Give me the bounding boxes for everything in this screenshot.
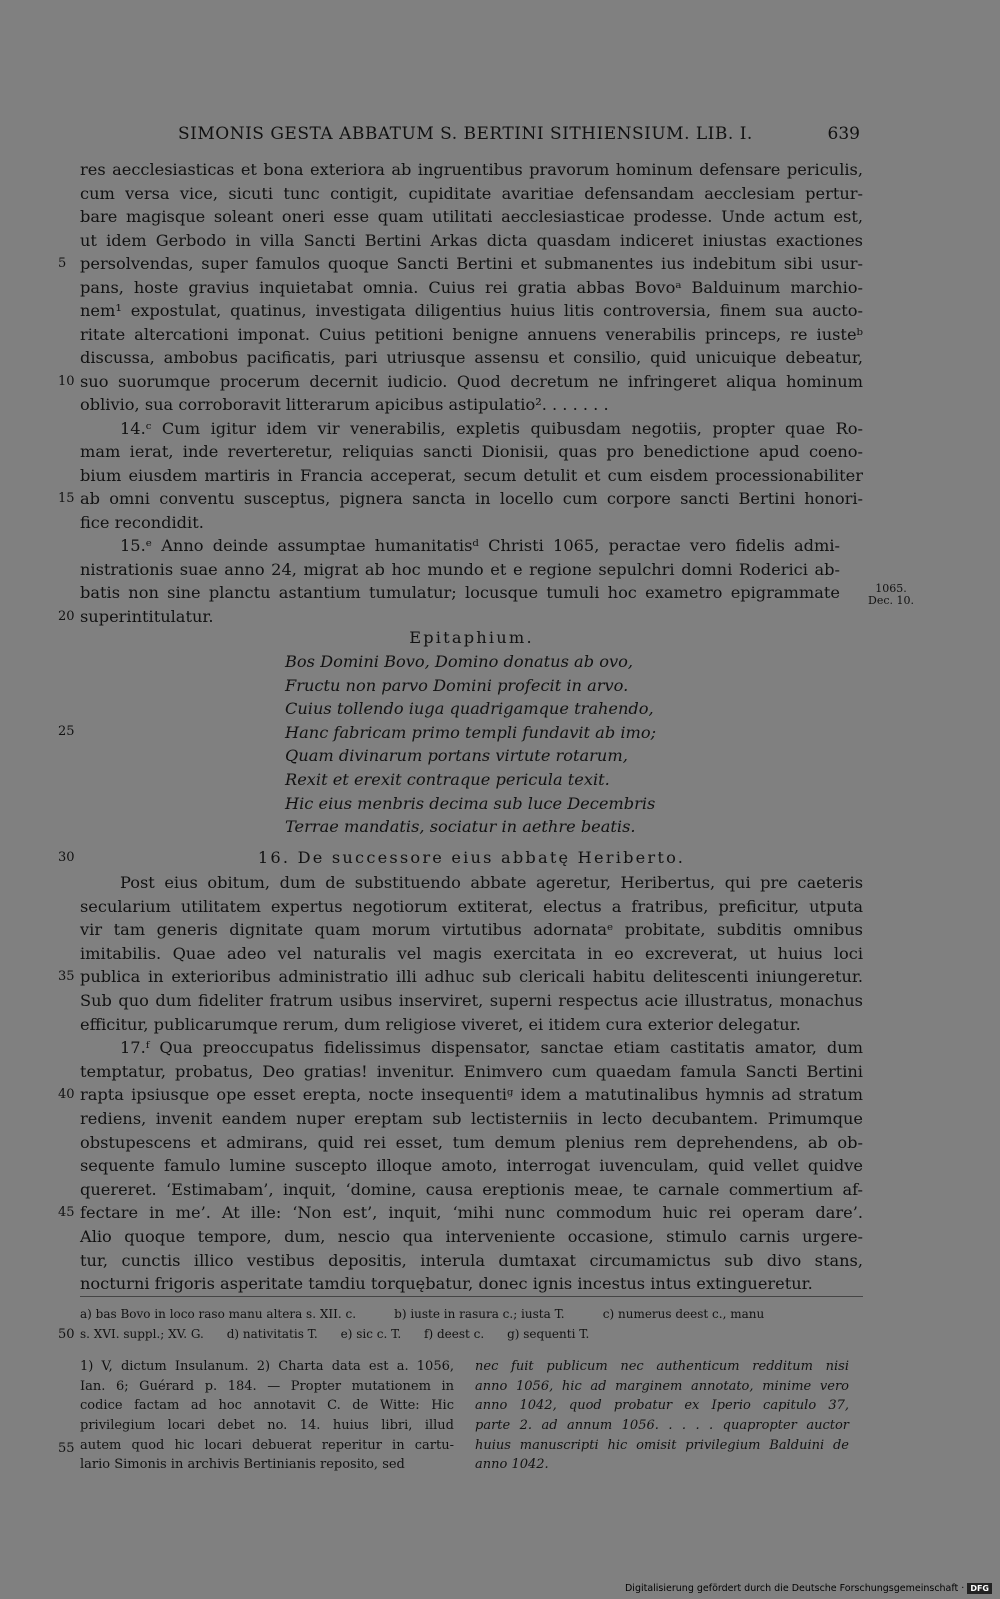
dfg-logo: DFG <box>967 1583 992 1594</box>
footnote-line: nec fuit publicum nec authenticum redditum nisi <box>475 1359 849 1374</box>
text-line: secularium utilitatem expertus negotiorum extiterat, electus a fratribus, preficitur, utputa <box>80 897 863 916</box>
text-line: obstupescens et admirans, quid rei esset, tum demum plenius rem deprehendens, ab ob- <box>80 1133 863 1152</box>
text-line: ut idem Gerbodo in villa Sancti Bertini Arkas dicta quasdam indiceret iniustas exactiones <box>80 231 863 250</box>
line-number: 40 <box>58 1087 75 1102</box>
apparatus-line: a) bas Bovo in loco raso manu altera s. XII. c. b) iuste in rasura c.; iusta T. c) numerus deest c., manu <box>80 1307 765 1321</box>
footnote-line: 1) V, dictum Insulanum. 2) Charta data est a. 1056, <box>80 1359 454 1374</box>
epitaph-heading: Epitaphium. <box>409 628 534 647</box>
text-line: res aecclesiasticas et bona exteriora ab ingruentibus pravorum hominum defensare periculis, <box>80 160 863 179</box>
margin-date: Dec. 10. <box>868 594 914 607</box>
line-number: 25 <box>58 724 75 739</box>
line-number: 55 <box>58 1441 75 1456</box>
margin-year: 1065. <box>875 582 907 595</box>
line-number: 45 <box>58 1205 75 1220</box>
line-number: 5 <box>58 256 67 271</box>
text-line: suo suorumque procerum decernit iudicio. Quod decretum ne infringeret aliqua hominum <box>80 372 863 391</box>
text-line: bium eiusdem martiris in Francia acceperat, secum detulit et cum eisdem processionabiliter <box>80 466 863 485</box>
line-number: 35 <box>58 969 75 984</box>
text-line: superintitulatur. <box>80 607 214 626</box>
margin-date-note <box>862 583 920 607</box>
text-line: pans, hoste gravius inquietabat omnia. Cuius rei gratia abbas Bovoᵃ Balduinum marchio- <box>80 278 863 297</box>
footnote-line: Ian. 6; Guérard p. 184. — Propter mutationem in <box>80 1378 454 1394</box>
text-line: persolvendas, super famulos quoque Sancti Bertini et submanentes ius indebitum sibi usur- <box>80 254 863 273</box>
footer-credit <box>625 1583 992 1594</box>
text-line: temptatur, probatus, Deo gratias! invenitur. Enimvero cum quaedam famula Sancti Bertini <box>80 1062 863 1081</box>
line-number: 50 <box>58 1327 75 1342</box>
text-line: bare magisque soleant oneri esse quam utilitati aecclesiasticae prodesse. Unde actum est, <box>80 207 863 226</box>
footnote-line: anno 1056, hic ad marginem annotato, minime vero <box>475 1378 849 1394</box>
text-line: vir tam generis dignitate quam morum virtutibus adornataᵉ probitate, subditis omnibus <box>80 920 863 939</box>
verse-line: Hic eius menbris decima sub luce Decembris <box>285 794 656 813</box>
line-number: 15 <box>58 491 75 506</box>
verse-line: Quam divinarum portans virtute rotarum, <box>285 746 628 765</box>
text-line: fice recondidit. <box>80 513 204 532</box>
text-line: oblivio, sua corroboravit litterarum apicibus astipulatio². . . . . . . <box>80 395 609 414</box>
line-number: 30 <box>58 850 75 865</box>
text-line: 17.ᶠ Qua preoccupatus fidelissimus dispensator, sanctae etiam castitatis amator, dum <box>120 1038 863 1057</box>
section-heading: 16. De successore eius abbatę Heriberto. <box>257 848 686 867</box>
text-line: ritate altercationi imponat. Cuius petitioni benigne annuens venerabilis princeps, re iusteᵇ <box>80 325 863 344</box>
text-line: quereret. ‘Estimabam’, inquit, ‘domine, causa ereptionis meae, te carnale commertium af- <box>80 1180 863 1199</box>
page-number: 639 <box>827 124 860 144</box>
text-line: cum versa vice, sicuti tunc contigit, cupiditate avaritiae defensandam aecclesiam pertur- <box>80 184 863 203</box>
text-line: 15.ᵉ Anno deinde assumptae humanitatisᵈ Christi 1065, peractae vero fidelis admi- <box>120 536 840 555</box>
text-line: Sub quo dum fideliter fratrum usibus inserviret, superni respectus acie illustratus, monachus <box>80 991 863 1010</box>
running-header <box>80 124 860 150</box>
text-line: mam ierat, inde reverteretur, reliquias sancti Dionisii, quas pro benedictione apud coeno- <box>80 442 863 461</box>
footnote-line: anno 1042. <box>475 1457 549 1473</box>
line-number: 10 <box>58 374 75 389</box>
text-line: Alio quoque tempore, dum, nescio qua interveniente occasione, stimulo carnis urgere- <box>80 1227 863 1246</box>
footnotes-right-column <box>475 1357 849 1475</box>
footnote-line: codice factam ad hoc annotavit C. de Witte: Hic <box>80 1398 454 1414</box>
verse-line: Terrae mandatis, sociatur in aethre beatis. <box>285 817 636 836</box>
footnote-line: parte 2. ad annum 1056. . . . . quapropter auctor <box>475 1418 849 1434</box>
text-line: discussa, ambobus pacificatis, pari utriusque assensu et consilio, quid unicuique debeatur, <box>80 348 863 367</box>
apparatus-separator <box>80 1296 863 1297</box>
verse-line: Rexit et erexit contraque pericula texit. <box>285 770 610 789</box>
text-line: publica in exterioribus administratio illi adhuc sub clericali habitu delitescenti iniungeretur. <box>80 967 863 986</box>
footnote-line: anno 1042, quod probatur ex Iperio capitulo 37, <box>475 1398 849 1414</box>
text-line: nocturni frigoris asperitate tamdiu torquębatur, donec ignis incestus intus extingueretur. <box>80 1274 813 1293</box>
text-line: fectare in me’. At ille: ‘Non est’, inquit, ‘mihi nunc commodum huic rei operam dare’. <box>80 1203 863 1222</box>
apparatus-line: s. XVI. suppl.; XV. G. d) nativitatis T. e) sic c. T. f) deest c. g) sequenti T. <box>80 1327 590 1341</box>
text-line: imitabilis. Quae adeo vel naturalis vel magis exercitata in eo excreverat, ut huius loci <box>80 944 863 963</box>
text-line: rediens, invenit eandem nuper ereptam sub lectisterniis in lecto decubantem. Primumque <box>80 1109 863 1128</box>
verse-line: Fructu non parvo Domini profecit in arvo. <box>285 676 629 695</box>
text-line: Post eius obitum, dum de substituendo abbate ageretur, Heribertus, qui pre caeteris <box>120 873 863 892</box>
text-line: 14.ᶜ Cum igitur idem vir venerabilis, expletis quibusdam negotiis, propter quae Ro- <box>120 419 863 438</box>
footer-text: Digitalisierung gefördert durch die Deutsche Forschungsgemeinschaft · <box>624 1583 965 1594</box>
verse-line: Bos Domini Bovo, Domino donatus ab ovo, <box>285 652 633 671</box>
text-line: batis non sine planctu astantium tumulatur; locusque tumuli hoc exametro epigrammate <box>80 583 840 602</box>
line-number: 20 <box>58 609 75 624</box>
text-line: sequente famulo lumine suscepto illoque amoto, interrogat iuvenculam, quid vellet quidve <box>80 1156 863 1175</box>
footnote-line: autem quod hic locari debuerat reperitur in cartu- <box>80 1437 454 1453</box>
footnotes-left-column <box>80 1357 454 1475</box>
text-line: nistrationis suae anno 24, migrat ab hoc mundo et e regione sepulchri domni Roderici ab- <box>80 560 840 579</box>
footnote-line: lario Simonis in archivis Bertinianis reposito, sed <box>80 1457 405 1473</box>
verse-line: Hanc fabricam primo templi fundavit ab imo; <box>285 723 657 742</box>
footnote-line: privilegium locari debet no. 14. huius libri, illud <box>80 1418 454 1434</box>
text-line: efficitur, publicarumque rerum, dum religiose viveret, ei itidem cura exterior delegatur. <box>80 1015 801 1034</box>
text-line: rapta ipsiusque ope esset erepta, nocte insequentiᵍ idem a matutinalibus hymnis ad stratum <box>80 1085 863 1104</box>
running-title: SIMONIS GESTA ABBATUM S. BERTINI SITHIENSIUM. LIB. I. <box>178 124 753 144</box>
text-line: tur, cunctis illico vestibus depositis, interula dumtaxat circumamictus sub divo stans, <box>80 1251 863 1270</box>
text-line: ab omni conventu susceptus, pignera sancta in locello cum corpore sancti Bertini honori- <box>80 489 863 508</box>
footnote-line: huius manuscripti hic omisit privilegium Balduini de <box>475 1437 849 1453</box>
verse-line: Cuius tollendo iuga quadrigamque trahendo, <box>285 699 654 718</box>
text-line: nem¹ expostulat, quatinus, investigata diligentius huius litis controversia, finem sua aucto- <box>80 301 863 320</box>
